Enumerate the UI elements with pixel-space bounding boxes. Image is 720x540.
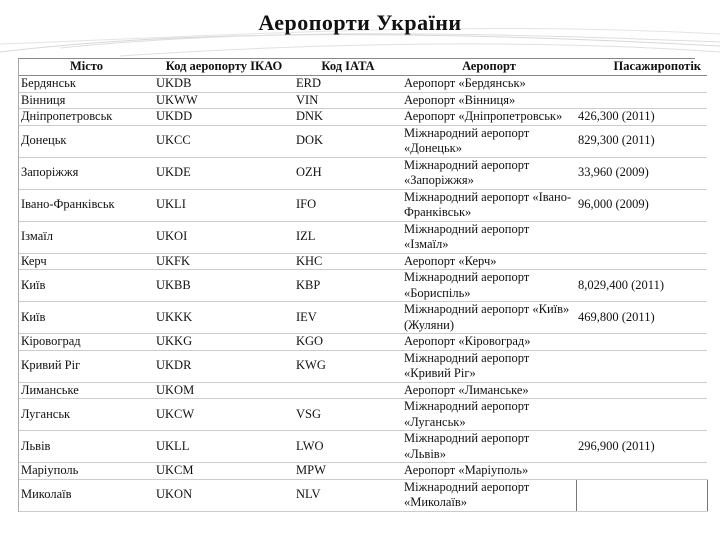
cell-iata: KWG	[294, 350, 402, 382]
cell-iata: DNK	[294, 109, 402, 126]
cell-iata: OZH	[294, 157, 402, 189]
cell-city: Лиманське	[19, 382, 154, 399]
cell-iata: IZL	[294, 221, 402, 253]
table-row	[19, 253, 707, 270]
cell-passenger-traffic	[576, 76, 707, 93]
cell-city: Кривий Ріг	[19, 350, 154, 382]
table-row	[19, 431, 707, 463]
cell-passenger-traffic: 33,960 (2009)	[576, 157, 707, 189]
cell-iata: IFO	[294, 189, 402, 221]
cell-city: Запоріжжя	[19, 157, 154, 189]
header-city: Місто	[19, 59, 154, 76]
table-row	[19, 92, 707, 109]
cell-iata: ERD	[294, 76, 402, 93]
cell-passenger-traffic: 8,029,400 (2011)	[576, 270, 707, 302]
cell-icao: UKFK	[154, 253, 294, 270]
cell-icao: UKCC	[154, 125, 294, 157]
cell-city: Київ	[19, 302, 154, 334]
cell-iata: LWO	[294, 431, 402, 463]
table-row	[19, 76, 707, 93]
cell-icao: UKBB	[154, 270, 294, 302]
cell-icao: UKDR	[154, 350, 294, 382]
cell-airport: Міжнародний аеропорт «Київ» (Жуляни)	[402, 302, 576, 334]
cell-icao: UKKG	[154, 334, 294, 351]
cell-icao: UKLL	[154, 431, 294, 463]
cell-passenger-traffic: 829,300 (2011)	[576, 125, 707, 157]
cell-airport: Міжнародний аеропорт «Запоріжжя»	[402, 157, 576, 189]
cell-airport: Аеропорт «Кіровоград»	[402, 334, 576, 351]
cell-icao: UKOI	[154, 221, 294, 253]
page-title: Аеропорти України	[258, 10, 462, 35]
cell-city: Миколаїв	[19, 479, 154, 511]
cell-iata: KBP	[294, 270, 402, 302]
cell-passenger-traffic	[576, 382, 707, 399]
cell-icao: UKCM	[154, 463, 294, 480]
table-row	[19, 270, 707, 302]
table-row	[19, 350, 707, 382]
cell-city: Львів	[19, 431, 154, 463]
cell-city: Керч	[19, 253, 154, 270]
cell-iata	[294, 382, 402, 399]
cell-airport: Міжнародний аеропорт «Миколаїв»	[402, 479, 576, 511]
cell-icao: UKDE	[154, 157, 294, 189]
table-row	[19, 399, 707, 431]
cell-airport: Міжнародний аеропорт «Луганськ»	[402, 399, 576, 431]
cell-airport: Аеропорт «Бердянськ»	[402, 76, 576, 93]
cell-city: Дніпропетровськ	[19, 109, 154, 126]
cell-passenger-traffic	[576, 463, 707, 480]
cell-airport: Міжнародний аеропорт «Львів»	[402, 431, 576, 463]
cell-city: Вінниця	[19, 92, 154, 109]
cell-icao: UKDD	[154, 109, 294, 126]
cell-passenger-traffic: 96,000 (2009)	[576, 189, 707, 221]
table-row	[19, 479, 707, 511]
cell-iata: MPW	[294, 463, 402, 480]
cell-iata: VSG	[294, 399, 402, 431]
cell-iata: KHC	[294, 253, 402, 270]
header-airport: Аеропорт	[402, 59, 576, 76]
cell-passenger-traffic: 469,800 (2011)	[576, 302, 707, 334]
cell-city: Маріуполь	[19, 463, 154, 480]
cell-airport: Аеропорт «Маріуполь»	[402, 463, 576, 480]
cell-city: Ізмаїл	[19, 221, 154, 253]
cell-passenger-traffic	[576, 92, 707, 109]
table-row	[19, 334, 707, 351]
cell-city: Бердянськ	[19, 76, 154, 93]
cell-iata: NLV	[294, 479, 402, 511]
header-iata: Код IATA	[294, 59, 402, 76]
table-row	[19, 302, 707, 334]
table-row	[19, 382, 707, 399]
cell-airport: Міжнародний аеропорт «Івано-Франківськ»	[402, 189, 576, 221]
cell-city: Івано-Франківськ	[19, 189, 154, 221]
cell-passenger-traffic	[576, 399, 707, 431]
cell-passenger-traffic	[576, 253, 707, 270]
cell-airport: Аеропорт «Вінниця»	[402, 92, 576, 109]
header-passenger-traffic: Пасажиропотік	[576, 59, 707, 76]
cell-passenger-traffic	[576, 479, 707, 511]
cell-icao: UKDB	[154, 76, 294, 93]
table-row	[19, 109, 707, 126]
cell-icao: UKLI	[154, 189, 294, 221]
cell-airport: Міжнародний аеропорт «Ізмаїл»	[402, 221, 576, 253]
table-row	[19, 125, 707, 157]
cell-icao: UKCW	[154, 399, 294, 431]
table-row	[19, 157, 707, 189]
cell-icao: UKON	[154, 479, 294, 511]
cell-passenger-traffic	[576, 221, 707, 253]
cell-iata: IEV	[294, 302, 402, 334]
cell-icao: UKKK	[154, 302, 294, 334]
cell-city: Кіровоград	[19, 334, 154, 351]
cell-airport: Аеропорт «Керч»	[402, 253, 576, 270]
table-row	[19, 189, 707, 221]
cell-city: Донецьк	[19, 125, 154, 157]
airports-table	[19, 59, 708, 512]
cell-passenger-traffic: 426,300 (2011)	[576, 109, 707, 126]
cell-passenger-traffic	[576, 350, 707, 382]
cell-iata: KGO	[294, 334, 402, 351]
cell-passenger-traffic	[576, 334, 707, 351]
header-icao: Код аеропорту ІКАО	[154, 59, 294, 76]
airports-table-container	[18, 58, 701, 512]
cell-passenger-traffic: 296,900 (2011)	[576, 431, 707, 463]
cell-airport: Аеропорт «Лиманське»	[402, 382, 576, 399]
cell-airport: Міжнародний аеропорт «Кривий Ріг»	[402, 350, 576, 382]
cell-iata: VIN	[294, 92, 402, 109]
cell-airport: Аеропорт «Дніпропетровськ»	[402, 109, 576, 126]
cell-icao: UKWW	[154, 92, 294, 109]
cell-iata: DOK	[294, 125, 402, 157]
cell-city: Київ	[19, 270, 154, 302]
cell-airport: Міжнародний аеропорт «Донецьк»	[402, 125, 576, 157]
cell-icao: UKOM	[154, 382, 294, 399]
cell-airport: Міжнародний аеропорт «Бориспіль»	[402, 270, 576, 302]
table-header-row	[19, 59, 707, 76]
cell-city: Луганськ	[19, 399, 154, 431]
table-row	[19, 221, 707, 253]
table-row	[19, 463, 707, 480]
